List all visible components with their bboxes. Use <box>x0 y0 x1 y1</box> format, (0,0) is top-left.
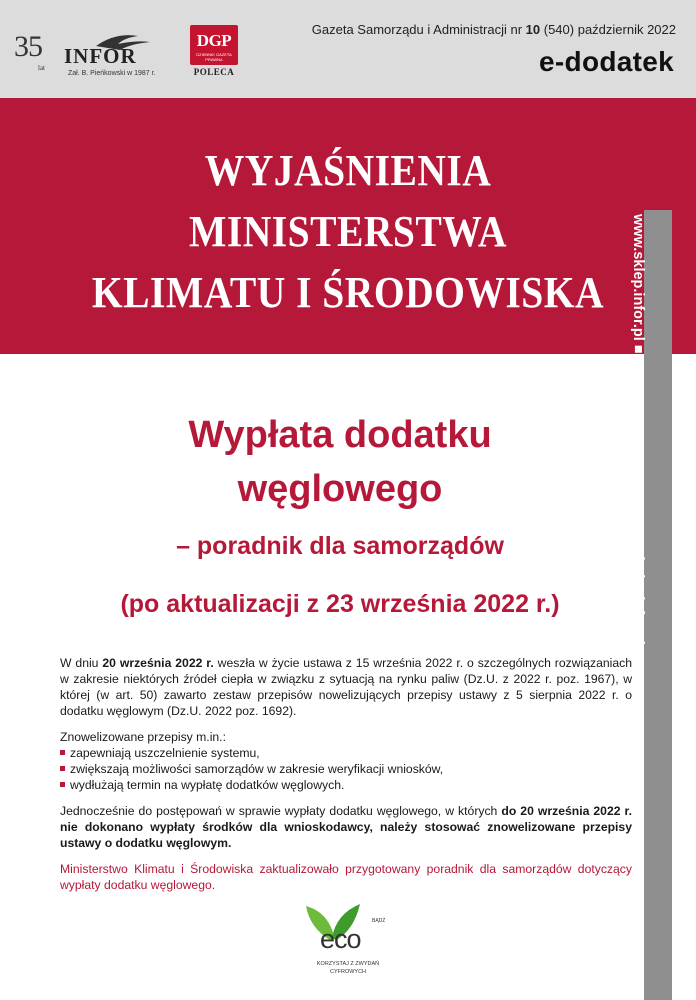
banner-line-3: KLIMATU I ŚRODOWISKA <box>91 268 605 317</box>
paragraph-2-start: Jednocześnie do postępowań w sprawie wypłaty dodatku węglowego, w których <box>60 804 502 818</box>
document-title-line-2: węglowego <box>237 468 443 510</box>
publisher-founder: Zał. B. Pieńkowski w 1987 r. <box>68 70 156 77</box>
eco-badz: BĄDŹ <box>372 918 386 924</box>
document-title <box>0 408 680 516</box>
paragraph-2-bold: do 20 września 2022 r. nie dokonano wypłaty środków dla wnioskodawcy, należy stosować znowelizowane przepisy ustawy o dodatku węglowym. <box>60 804 632 850</box>
paragraph-1-start: W dniu <box>60 656 103 670</box>
list-intro: Znowelizowane przepisy m.in.: <box>60 730 226 744</box>
banner-line-1: WYJAŚNIENIA <box>204 146 492 195</box>
dgp-logo-text: DGP <box>196 31 232 50</box>
issue-date: (540) październik 2022 <box>543 22 676 37</box>
paragraph-1 <box>60 655 632 719</box>
edition-label: e-dodatek <box>539 46 674 77</box>
anniversary-number: 35 <box>14 30 42 63</box>
list-item: wydłużają termin na wypłatę dodatków węglowych. <box>60 777 632 793</box>
dgp-logo <box>190 25 238 65</box>
document-subtitle: – poradnik dla samorządów <box>176 532 504 560</box>
paragraph-1-end: weszła w życie ustawa z 15 września 2022 r. o szczególnych rozwiązaniach w zakresie niektórych źródeł ciepła w związku z sytuacją na rynku paliw (Dz.U. z 2022 r. poz. 1967), w której (w art. 50) zawarto zestaw przepisów nowelizujących przepisy ustawy z 5 sierpnia 2022 r. o dodatku węglowym (Dz.U. 2022 poz. 1692). <box>60 656 633 718</box>
contact-sidebar-text: www.sklep.infor.pl ■ 801 626 666 ■ 22 761 30 30 ■ bok@infor.pl <box>630 214 646 645</box>
issue-number: 10 <box>525 22 541 37</box>
dgp-poleca: POLECA <box>193 67 235 77</box>
paragraph-1-date: 20 września 2022 r. <box>102 656 214 670</box>
anniversary-logo <box>14 30 45 72</box>
list-item: zapewniają uszczelnienie systemu, <box>60 745 632 761</box>
banner-line-2: MINISTERSTWA <box>189 207 507 256</box>
paragraph-2 <box>60 803 632 851</box>
list-item: zwiększają możliwości samorządów w zakresie weryfikacji wniosków, <box>60 761 632 777</box>
changes-list <box>60 745 632 793</box>
eco-logo-text: eco <box>320 924 361 954</box>
publisher-logo: INFOR <box>64 44 137 68</box>
document-update-note: (po aktualizacji z 23 września 2022 r.) <box>120 590 560 618</box>
eco-caption: KORZYSTAJ Z ZWYDAŃ CYFROWYCH <box>316 961 380 975</box>
document-title-line-1: Wypłata dodatku <box>188 414 492 456</box>
dgp-logo-subtext: DZIENNIK GAZETA PRAWNA <box>196 52 232 62</box>
banner-title <box>35 140 661 323</box>
publication-name: Gazeta Samorządu i Administracji nr <box>311 22 523 37</box>
publication-info <box>312 22 676 37</box>
paragraph-3: Ministerstwo Klimatu i Środowiska zaktualizowało przygotowany poradnik dla samorządów dotyczący wypłaty dodatku węglowego. <box>60 862 632 892</box>
body-text <box>60 655 632 903</box>
anniversary-lat: lat <box>38 64 45 72</box>
